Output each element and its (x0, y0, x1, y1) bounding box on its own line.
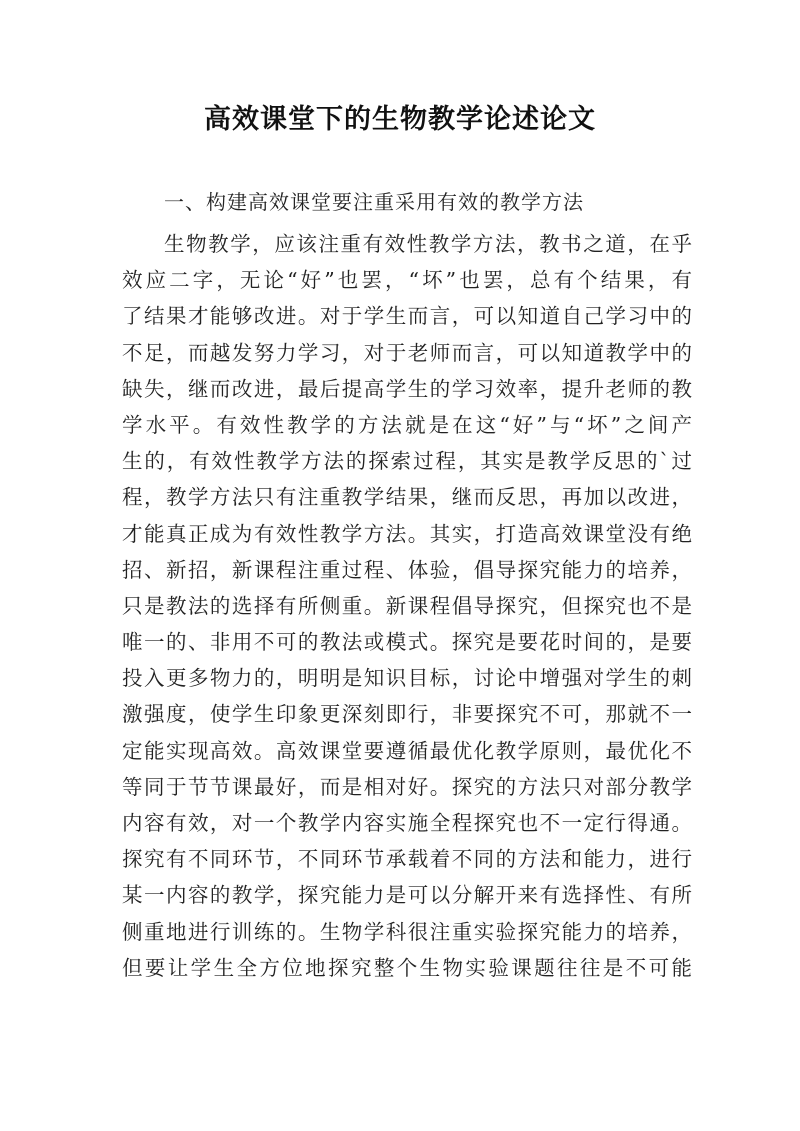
paragraph-line: 程，教学方法只有注重教学结果，继而反思，再加以改进， (122, 485, 692, 510)
paragraph-line: 唯一的、非用不可的教法或模式。探究是要花时间的，是要 (122, 630, 692, 655)
paragraph-line: 侧重地进行训练的。生物学科很注重实验探究能力的培养， (122, 919, 692, 944)
paragraph-line: 效应二字，无论“好”也罢，“坏”也罢，总有个结果，有 (122, 268, 692, 293)
paragraph-line: 内容有效，对一个教学内容实施全程探究也不一定行得通。 (122, 811, 692, 835)
body-paragraph (122, 226, 692, 986)
paragraph-line: 生的，有效性教学方法的探索过程，其实是教学反思的`过 (122, 449, 692, 474)
paragraph-line: 定能实现高效。高效课堂要遵循最优化教学原则，最优化不 (122, 738, 692, 763)
paragraph-line: 不足，而越发努力学习，对于老师而言，可以知道教学中的 (122, 340, 692, 365)
paragraph-line: 学水平。有效性教学的方法就是在这“好”与“坏”之间产 (122, 412, 692, 437)
section-heading: 一、构建高效课堂要注重采用有效的教学方法 (164, 190, 584, 214)
paragraph-line: 激强度，使学生印象更深刻即行，非要探究不可，那就不一 (122, 702, 692, 727)
paragraph-line: 缺失，继而改进，最后提高学生的学习效率，提升老师的教 (122, 376, 692, 401)
document-title: 高效课堂下的生物教学论述论文 (204, 104, 596, 135)
paragraph-line: 了结果才能够改进。对于学生而言，可以知道自己学习中的 (122, 304, 692, 329)
paragraph-line: 生物教学，应该注重有效性教学方法，教书之道，在乎 (164, 232, 692, 256)
paragraph-line: 探究有不同环节，不同环节承载着不同的方法和能力，进行 (122, 847, 692, 872)
paragraph-line: 某一内容的教学，探究能力是可以分解开来有选择性、有所 (122, 883, 692, 908)
paragraph-line: 招、新招，新课程注重过程、体验，倡导探究能力的培养， (122, 557, 692, 582)
paragraph-line: 等同于节节课最好，而是相对好。探究的方法只对部分教学 (122, 774, 692, 799)
paragraph-line: 才能真正成为有效性教学方法。其实，打造高效课堂没有绝 (122, 521, 692, 546)
paragraph-line: 只是教法的选择有所侧重。新课程倡导探究，但探究也不是 (122, 593, 692, 618)
paragraph-line: 但要让学生全方位地探究整个生物实验课题往往是不可能 (122, 955, 692, 980)
paragraph-line: 投入更多物力的，明明是知识目标，讨论中增强对学生的刺 (122, 666, 692, 691)
